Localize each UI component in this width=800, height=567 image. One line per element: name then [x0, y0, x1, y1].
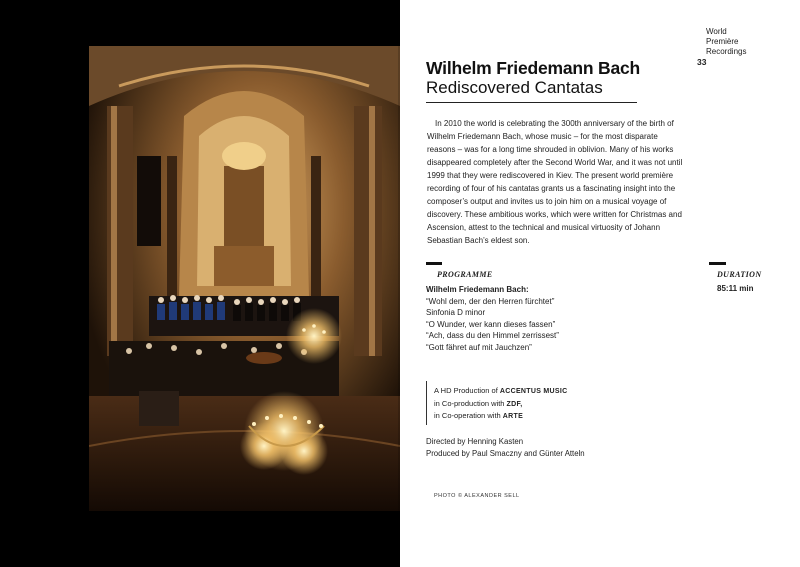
produced-by: Produced by Paul Smaczny and Günter Atteln — [426, 448, 585, 458]
credit-company: ACCENTUS MUSIC — [499, 388, 568, 395]
duration-label: DURATION — [717, 270, 762, 279]
programme-work: “Gott fähret auf mit Jauchzen” — [426, 342, 532, 352]
director-credits — [426, 436, 585, 459]
duration-bar — [709, 262, 726, 265]
title-rule — [426, 102, 637, 103]
programme-label: PROGRAMME — [437, 270, 493, 279]
photo-credit: PHOTO © ALEXANDER SELL — [434, 493, 520, 499]
programme-bar — [426, 262, 442, 265]
programme-work: Sinfonia D minor — [426, 308, 486, 318]
series-line: Première — [706, 37, 739, 46]
programme-work: “Wohl dem, der den Herren fürchtet” — [426, 296, 555, 306]
series-label — [706, 27, 746, 57]
page-number: 33 — [697, 57, 707, 67]
credit-prefix: in Co-operation with — [434, 411, 501, 420]
church-concert-photo — [89, 46, 400, 511]
credit-line-production — [434, 385, 567, 398]
credits-rule — [426, 381, 427, 425]
programme-list — [426, 284, 559, 354]
programme-work: “Ach, dass du den Himmel zerrissest” — [426, 331, 559, 341]
intro-paragraph: In 2010 the world is celebrating the 300th anniversary of the birth of Wilhelm Friedemann Bach, whose music – for the most disparate reasons – was for a long time shrouded in oblivion. Many of his works disappeared completely after the Second World War, and it was not until 1999 that they were rediscovered in Kiev. The present world première recording of four of his cantatas grants us a fascinating insight into the composer’s output and invites us to join him on a musical voyage of discovery. These ambitious works, which were written for Christmas and Ascension, attest to the technical and musical virtuosity of Johann Sebastian Bach’s eldest son. — [427, 119, 683, 245]
article-title: Wilhelm Friedemann Bach — [426, 58, 641, 78]
series-line: World — [706, 27, 727, 36]
duration-value: 85:11 min — [717, 284, 754, 293]
programme-composer: Wilhelm Friedemann Bach: — [426, 285, 529, 294]
credit-prefix: in Co-production with — [434, 398, 505, 408]
credit-company: ARTE — [502, 413, 524, 420]
credit-prefix: A HD Production of — [434, 386, 498, 395]
credit-line-coproduction — [434, 398, 567, 411]
credit-line-cooperation — [434, 410, 567, 423]
programme-work: “O Wunder, wer kann dieses fassen” — [426, 319, 556, 329]
series-line: Recordings — [706, 47, 747, 56]
article-subtitle: Rediscovered Cantatas — [426, 78, 603, 97]
directed-by: Directed by Henning Kasten — [426, 437, 524, 446]
credit-company: ZDF, — [506, 400, 523, 408]
production-credits — [434, 385, 567, 423]
